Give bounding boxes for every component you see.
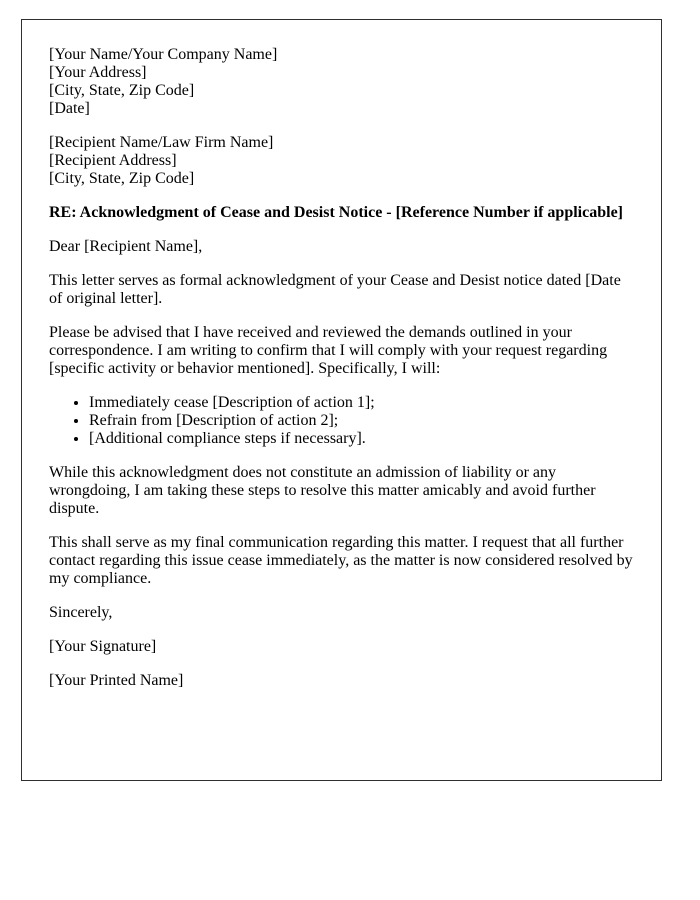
body-paragraph-no-admission: While this acknowledgment does not constitute an admission of liability or any wrongdoing, I am taking these steps to resolve this matter amicably and avoid further dispute.: [49, 464, 596, 517]
signoff: Sincerely,: [49, 604, 113, 621]
recipient-address-line: [Recipient Address]: [49, 152, 177, 169]
sender-name-line: [Your Name/Your Company Name]: [49, 46, 278, 63]
sender-city-state-zip-line: [City, State, Zip Code]: [49, 82, 195, 99]
recipient-name-line: [Recipient Name/Law Firm Name]: [49, 134, 274, 151]
signature-placeholder: [Your Signature]: [49, 638, 157, 655]
bullet-item-cease: • Immediately cease [Description of action 1];: [89, 394, 634, 412]
compliance-bullet-list: [49, 394, 634, 448]
letter-document: [21, 19, 662, 781]
salutation: Dear [Recipient Name],: [49, 238, 203, 255]
recipient-address-block: [49, 134, 634, 188]
recipient-city-state-zip-line: [City, State, Zip Code]: [49, 170, 195, 187]
printed-name-placeholder: [Your Printed Name]: [49, 672, 184, 689]
sender-address-line: [Your Address]: [49, 64, 147, 81]
subject-line: RE: Acknowledgment of Cease and Desist Notice - [Reference Number if applicable]: [49, 204, 623, 221]
body-paragraph-final-communication: This shall serve as my final communication regarding this matter. I request that all further contact regarding this issue cease immediately, as the matter is now considered resolved by my compliance.: [49, 534, 633, 587]
bullet-item-refrain: • Refrain from [Description of action 2];: [89, 412, 634, 430]
sender-address-block: [49, 46, 634, 118]
date-line: [Date]: [49, 100, 90, 117]
body-paragraph-acknowledgment: This letter serves as formal acknowledgment of your Cease and Desist notice dated [Date of original letter].: [49, 272, 621, 307]
bullet-item-additional: • [Additional compliance steps if necessary].: [89, 430, 634, 448]
body-paragraph-compliance-intro: Please be advised that I have received and reviewed the demands outlined in your correspondence. I am writing to confirm that I will comply with your request regarding [specific activity or behavior mentioned]. Specifically, I will:: [49, 324, 608, 377]
